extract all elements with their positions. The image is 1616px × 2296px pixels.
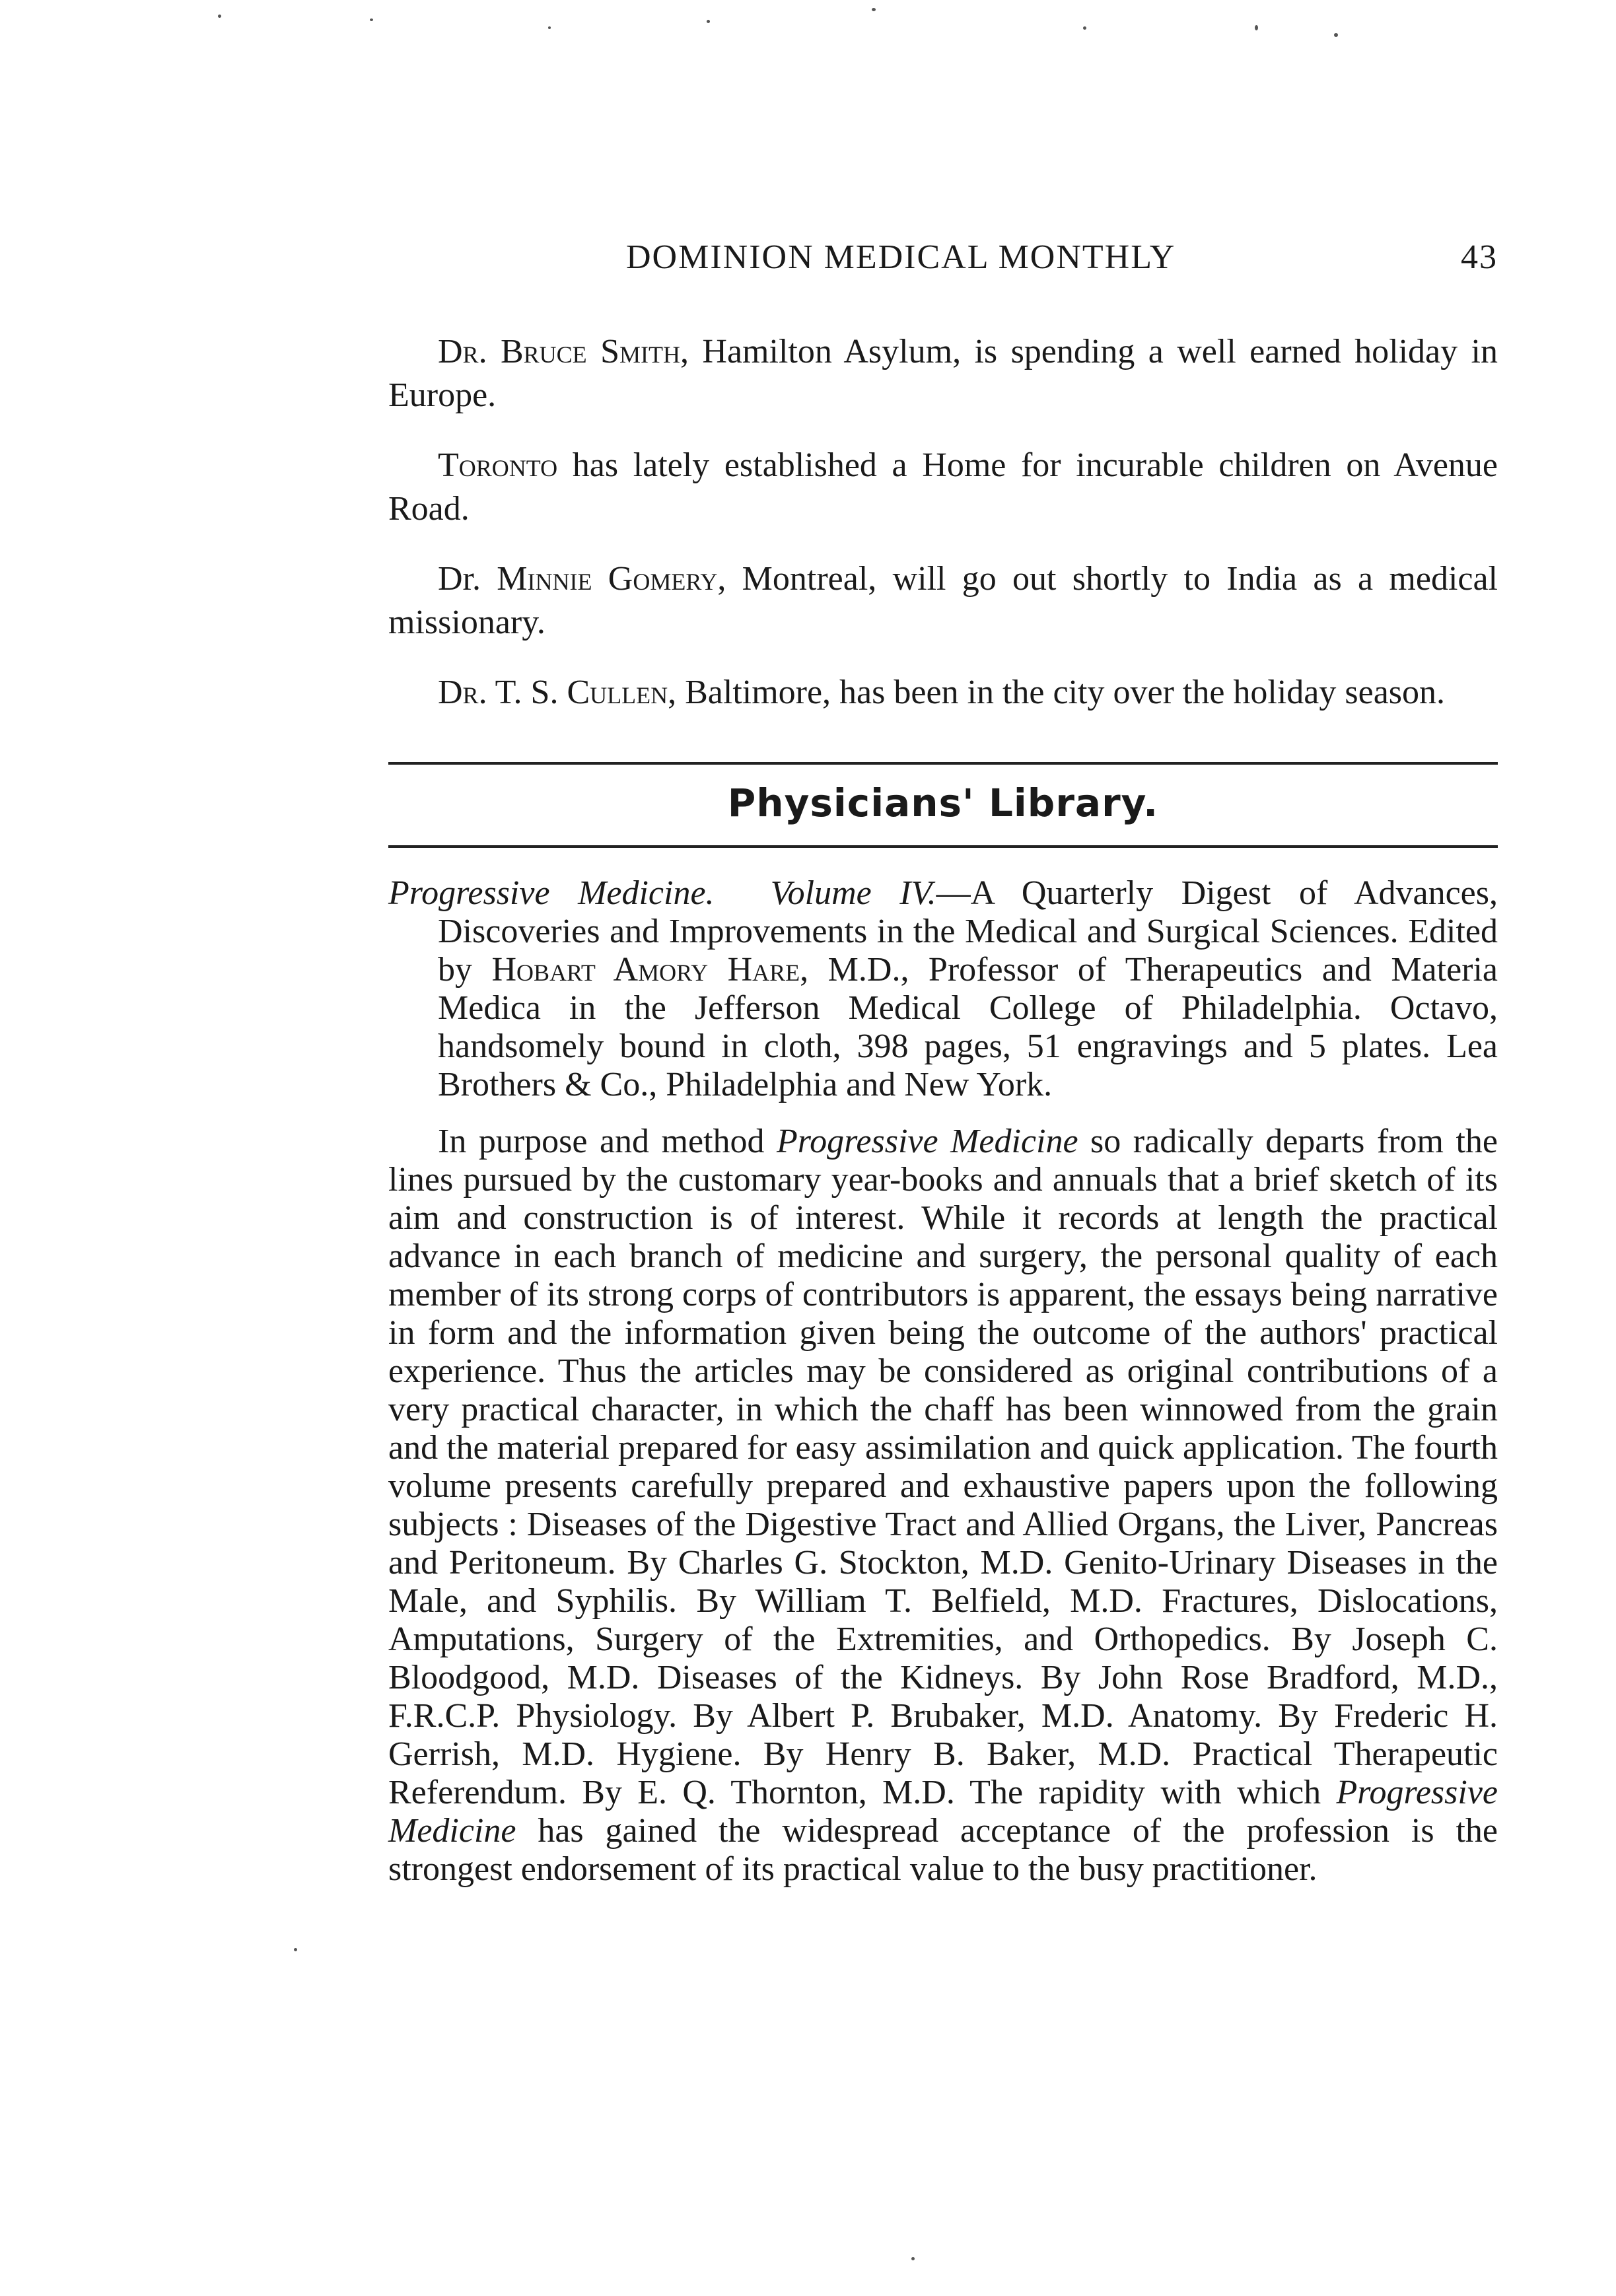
section-rule-bottom <box>388 845 1498 848</box>
book-volume: Volume IV. <box>770 874 936 912</box>
page-number: 43 <box>1461 238 1498 276</box>
citation-text: —A Quarterly Digest of Advances, Discoveries and Improvements in the Medical and Surgical Sciences. Edited by <box>438 874 1498 989</box>
editor-name: Hobart Amory Hare <box>491 951 800 989</box>
review-citation <box>388 874 1498 1104</box>
news-item <box>388 330 1498 417</box>
page-content <box>388 225 1498 1889</box>
news-item <box>388 671 1498 714</box>
citation-text-cont: , M.D., Professor of Therapeutics and Materia Medica in the Jefferson Medical College of Philadelphia. Octavo, handsomely bound in cloth, 398 pages, 51 engravings and 5 plates. Lea Brothers & Co., Philadelphia and New York. <box>438 951 1498 1103</box>
scan-speck <box>218 15 221 18</box>
review-book-title-2: Progressive Medicine <box>388 1774 1498 1850</box>
section-heading: Physicians' Library. <box>727 781 1159 825</box>
scan-speck <box>370 18 373 21</box>
news-item-text: , Montreal, will go out shortly to India as a medical missionary. <box>388 560 1498 641</box>
news-item-text: , Baltimore, has been in the city over the holiday season. <box>668 674 1446 711</box>
news-item-prefix: Dr. <box>438 560 497 598</box>
review-body <box>388 1123 1498 1889</box>
scan-speck <box>1083 26 1086 30</box>
review-ending: has gained the widespread acceptance of the profession is the strongest endorsement of its practical value to the busy practitioner. <box>388 1812 1498 1888</box>
scan-speck <box>1255 25 1258 30</box>
news-item <box>388 557 1498 644</box>
review-text: so radically departs from the lines pursued by the customary year-books and annuals that a brief sketch of its aim and construction is of interest. While it records at length the practical advance in each branch of medicine and surgery, the personal quality of each member of its strong corps of contributors is apparent, the essays being narrative in form and the information given being the outcome of the authors' practical experience. Thus the articles may be considered as original contributions of a very practical character, in which the chaff has been winnowed from the grain and the material prepared for easy assimilation and quick application. The fourth volume presents carefully prepared and exhaustive papers upon the following subjects : Diseases of the Digestive Tract and Allied Organs, the Liver, Pancreas and Peritoneum. By Charles G. Stockton, M.D. Genito-Urinary Diseases in the Male, and Syphilis. By William T. Belfield, M.D. Fractures, Dislocations, Amputations, Surgery of the Extremities, and Orthopedics. By Joseph C. Bloodgood, M.D. Diseases of the Kidneys. By John Rose Bradford, M.D., F.R.C.P. Physiology. By Albert P. Brubaker, M.D. Anatomy. By Frederic H. Gerrish, M.D. Hygiene. By Henry B. Baker, M.D. Practical Therapeutic Referendum. By E. Q. Thornton, M.D. The rapidity with which <box>388 1123 1498 1811</box>
news-item <box>388 444 1498 531</box>
news-item-name: Dr. T. S. Cullen <box>438 674 668 711</box>
scan-speck <box>707 20 710 23</box>
scan-speck <box>1334 33 1338 37</box>
review-book-title: Progressive Medicine <box>777 1123 1078 1160</box>
news-item-text: , Hamilton Asylum, is spending a well earned holiday in Europe. <box>388 333 1498 414</box>
scan-speck <box>294 1948 297 1951</box>
scan-speck <box>548 26 551 29</box>
scan-speck <box>911 2257 915 2260</box>
news-item-text: has lately established a Home for incurable children on Avenue Road. <box>388 446 1498 528</box>
scan-speck <box>872 8 876 11</box>
journal-title: DOMINION MEDICAL MONTHLY <box>626 238 1176 276</box>
news-item-name: Minnie Gomery <box>497 560 718 598</box>
news-item-name: Dr. Bruce Smith <box>438 333 680 370</box>
review-intro: In purpose and method <box>438 1123 777 1160</box>
news-item-name: Toronto <box>438 446 558 484</box>
news-items <box>388 330 1498 714</box>
book-title: Progressive Medicine. <box>388 874 715 912</box>
running-head <box>388 225 1498 277</box>
